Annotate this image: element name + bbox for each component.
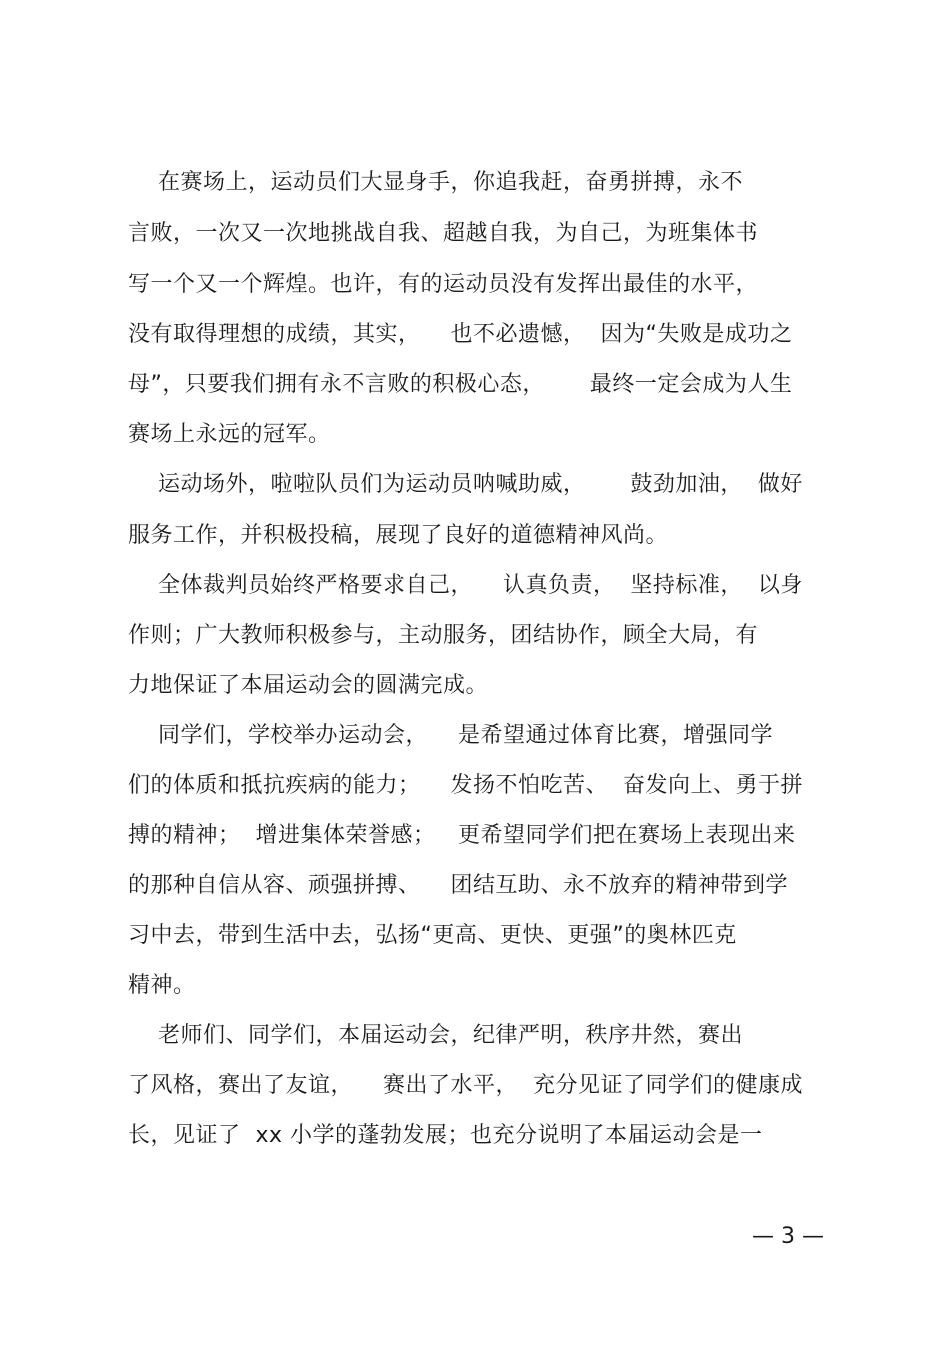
text-line: 运动场外，啦啦队员们为运动员呐喊助威， 鼓劲加油， 做好	[128, 472, 803, 497]
text-line: 的那种自信从容、顽强拼搏、 团结互助、永不放弃的精神带到学	[128, 873, 788, 898]
text-line: 母”，只要我们拥有永不言败的积极心态， 最终一定会成为人生	[128, 372, 793, 397]
text-line: 没有取得理想的成绩，其实， 也不必遗憾， 因为“失败是成功之	[128, 322, 793, 347]
text-line: 习中去，带到生活中去，弘扬“更高、更快、更强”的奥林匹克	[128, 923, 737, 948]
text-line: 作则；广大教师积极参与，主动服务，团结协作，顾全大局，有	[128, 623, 759, 648]
text-line: 服务工作，并积极投稿，展现了良好的道德精神风尚。	[128, 523, 669, 548]
text-line: 全体裁判员始终严格要求自己， 认真负责， 坚持标准， 以身	[128, 573, 803, 598]
text-line: 了风格，赛出了友谊， 赛出了水平， 充分见证了同学们的健康成	[128, 1073, 803, 1098]
page-number: — 3 —	[752, 1224, 824, 1249]
text-line: 同学们，学校举办运动会， 是希望通过体育比赛，增强同学	[128, 723, 773, 748]
text-line: 写一个又一个辉煌。也许，有的运动员没有发挥出最佳的水平，	[128, 272, 759, 297]
text-line: 长，见证了 xx 小学的蓬勃发展；也充分说明了本届运动会是一	[128, 1123, 763, 1148]
text-line: 们的体质和抵抗疾病的能力； 发扬不怕吃苦、 奋发向上、勇于拼	[128, 773, 803, 798]
text-line: 老师们、同学们，本届运动会，纪律严明，秩序井然，赛出	[128, 1023, 743, 1048]
text-line: 精神。	[128, 973, 196, 998]
text-line: 言败，一次又一次地挑战自我、超越自我，为自己，为班集体书	[128, 221, 759, 246]
text-line: 力地保证了本届运动会的圆满完成。	[128, 673, 489, 698]
text-line: 在赛场上，运动员们大显身手，你追我赶，奋勇拼搏，永不	[128, 170, 743, 195]
text-line: 搏的精神； 增进集体荣誉感； 更希望同学们把在赛场上表现出来	[128, 823, 796, 848]
text-line: 赛场上永远的冠军。	[128, 422, 331, 447]
